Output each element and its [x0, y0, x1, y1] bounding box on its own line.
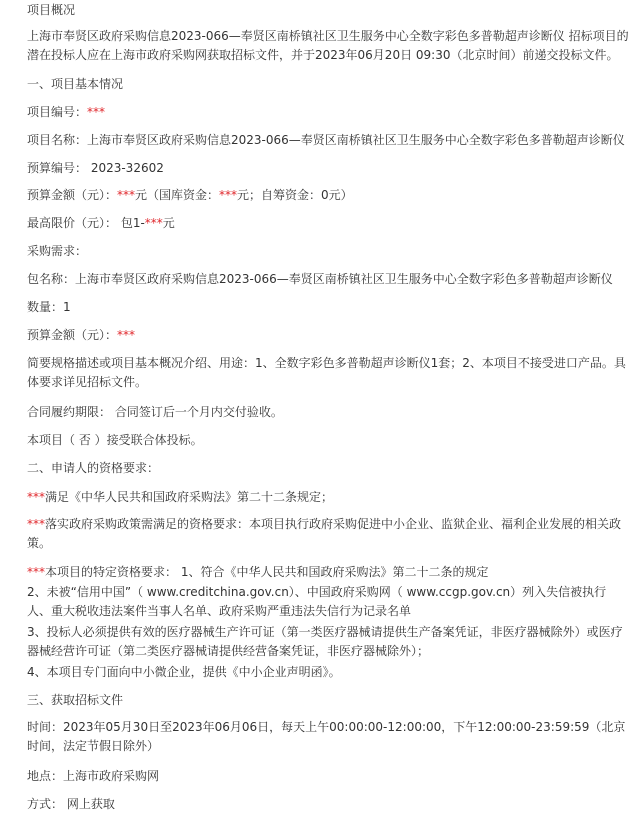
budget-amount-value: ***: [117, 188, 136, 202]
budget-amount-text1: 元（国库资金：: [135, 188, 220, 202]
requirement-1-text: 满足《中华人民共和国政府采购法》第二十二条规定；: [45, 490, 334, 504]
requirement-3-mark: ***: [27, 565, 45, 579]
package-budget-label: 预算金额（元）：: [27, 328, 118, 342]
acquisition-place: 地点：上海市政府采购网: [27, 769, 160, 783]
spec-description: 简要规格描述或项目基本概况介绍、用途：1、全数字彩色多普勒超声诊断仪1套；2、本项目不接受进口产品。具体要求详见招标文件。: [27, 356, 626, 389]
acquisition-method: 方式： 网上获取: [27, 797, 115, 811]
requirement-3-item-3: 3、投标人必须提供有效的医疗器械生产许可证（第一类医疗器械请提供生产备案凭证，非医疗器械除外）或医疗器械经营许可证（第二类医疗器械请提供经营备案凭证，非医疗器械除外）；: [27, 625, 623, 658]
acquisition-time: 时间：2023年05月30日至2023年06月06日，每天上午00:00:00-12:00:00，下午12:00:00-23:59:59（北京时间，法定节假日除外）: [27, 720, 626, 753]
quantity: 数量：1: [27, 300, 71, 314]
max-price-value: ***: [144, 216, 163, 230]
overview-heading: 项目概况: [27, 3, 76, 17]
requirement-2: [27, 515, 630, 553]
consortium-note: 本项目（ 否 ）接受联合体投标。: [27, 433, 203, 447]
package-budget: [27, 326, 630, 344]
requirement-1: [27, 488, 630, 506]
max-price-suffix: 元: [162, 216, 175, 230]
budget-amount: [27, 186, 630, 204]
project-name: 项目名称：上海市奉贤区政府采购信息2023-066—奉贤区南桥镇社区卫生服务中心全数字彩色多普勒超声诊断仪: [27, 133, 625, 147]
requirement-3: [27, 563, 630, 581]
requirement-3-item-4: 4、本项目专门面向中小微企业，提供《中小企业声明函》。: [27, 665, 341, 679]
project-number-label: 项目编号：: [27, 105, 88, 119]
demand-label: 采购需求：: [27, 244, 88, 258]
requirement-3-item-2: 2、未被“信用中国”（ www.creditchina.gov.cn）、中国政府采购网（ www.ccgp.gov.cn）列入失信被执行人、重大税收违法案件当事人名单、政府采购严重违法失信行为记录名单: [27, 585, 607, 618]
contract-period: 合同履约期限： 合同签订后一个月内交付验收。: [27, 405, 283, 419]
project-number: [27, 103, 630, 121]
budget-number: 预算编号： 2023-32602: [27, 161, 164, 175]
budget-amount-label: 预算金额（元）：: [27, 188, 118, 202]
requirement-2-mark: ***: [27, 517, 45, 531]
package-name: 包名称：上海市奉贤区政府采购信息2023-066—奉贤区南桥镇社区卫生服务中心全数字彩色多普勒超声诊断仪: [27, 272, 613, 286]
overview-text: 上海市奉贤区政府采购信息2023-066—奉贤区南桥镇社区卫生服务中心全数字彩色多普勒超声诊断仪 招标项目的潜在投标人应在上海市政府采购网获取招标文件，并于2023年06月20日 09:30（北京时间）前递交投标文件。: [27, 29, 629, 62]
max-price: [27, 214, 630, 232]
requirement-2-text: 落实政府采购政策需满足的资格要求：本项目执行政府采购促进中小企业、监狱企业、福利企业发展的相关政策。: [27, 517, 622, 550]
project-number-value: ***: [87, 105, 106, 119]
budget-amount-text2: 元；自筹资金：0元）: [237, 188, 353, 202]
section1-heading: 一、项目基本情况: [27, 77, 124, 91]
requirement-1-mark: ***: [27, 490, 45, 504]
section2-heading: 二、申请人的资格要求：: [27, 461, 160, 475]
max-price-label: 最高限价（元）： 包1-: [27, 216, 145, 230]
package-budget-value: ***: [117, 328, 136, 342]
requirement-3-text: 本项目的特定资格要求： 1、符合《中华人民共和国政府采购法》第二十二条的规定: [45, 565, 489, 579]
section3-heading: 三、获取招标文件: [27, 693, 124, 707]
treasury-funds-value: ***: [219, 188, 238, 202]
